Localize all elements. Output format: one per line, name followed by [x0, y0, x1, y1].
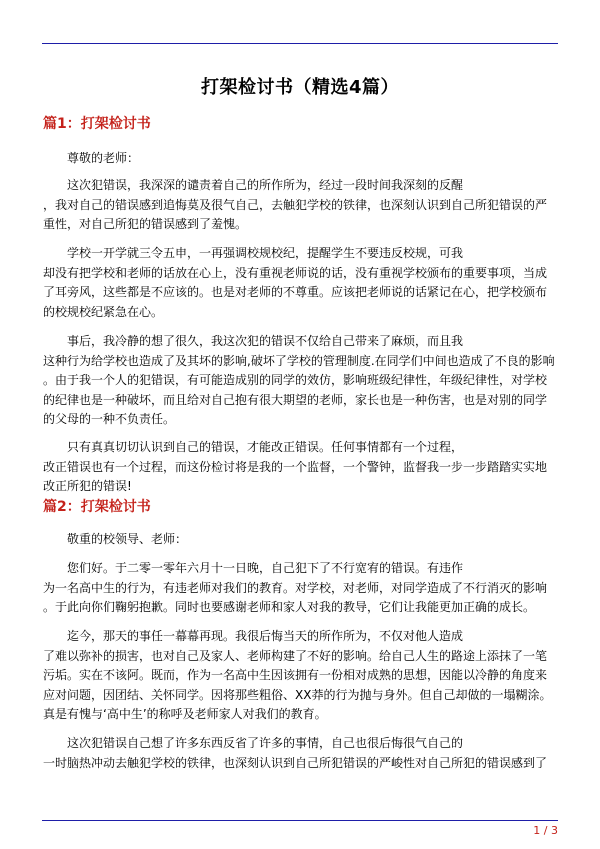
paragraph [43, 332, 563, 430]
paragraph [43, 627, 563, 725]
paragraph [43, 734, 563, 773]
paragraph-line: 污垢。实在不该阿。既而，作为一名高中生因该拥有一份相对成熟的思想，因能以冷静的角度来 [43, 668, 548, 683]
paragraph-line: 学校一开学就三令五申，一再强调校规校纪，提醒学生不要违反校规，可我 [67, 246, 464, 260]
paragraph [43, 438, 563, 497]
paragraph-line: 。由于我一个人的犯错误，有可能造成别的同学的效仿，影响班级纪律性，年级纪律性，对学校 [43, 373, 548, 388]
paragraph-line: ，我对自己的错误感到追悔莫及很气自己，去触犯学校的铁律，也深刻认识到自己所犯错误的严 [43, 197, 548, 212]
header-rule [42, 43, 558, 44]
paragraph-line: 了难以弥补的损害，也对自己及家人、老师构建了不好的影响。给自己人生的路途上添抹了一笔 [43, 648, 548, 663]
paragraph-line: 的纪律也是一种破坏，而且给对自己抱有很大期望的老师，家长也是一种伤害，也是对别的同学 [43, 392, 548, 407]
paragraph-line: 的校规校纪紧急在心。 [43, 304, 164, 319]
paragraph [43, 244, 563, 322]
paragraph-line: 这次犯错误，我深深的谴责着自己的所作所为，经过一段时间我深刻的反醒 [67, 178, 464, 192]
paragraph-line: 。于此向你们鞠躬抱歉。同时也要感谢老师和家人对我的教导，它们让我能更加正确的成长。 [43, 600, 536, 615]
document-title: 打架检讨书（精选4篇） [200, 77, 400, 98]
paragraph-line: 却没有把学校和老师的话放在心上，没有重视老师说的话，没有重视学校颁布的重要事项，当成 [43, 265, 548, 280]
paragraph-line: 事后，我冷静的想了很久，我这次犯的错误不仅给自己带来了麻烦，而且我 [67, 334, 464, 348]
paragraph-line: 了耳旁风，这些都是不应该的。也是对老师的不尊重。应该把老师说的话紧记在心，把学校颁布 [43, 285, 548, 300]
salutation-line: 敬重的校领导、老师： [67, 532, 188, 546]
paragraph-line: 重性，对自己所犯的错误感到了羞愧。 [43, 217, 248, 232]
salutation-line: 尊敬的老师： [67, 151, 140, 165]
paragraph-line: 这种行为给学校也造成了及其坏的影响,破坏了学校的管理制度.在同学们中间也造成了不良的影响 [43, 353, 555, 368]
paragraph-line: 这次犯错误自己想了许多东西反省了许多的事情，自己也很后悔很气自己的 [67, 736, 464, 750]
footer-rule [42, 820, 558, 821]
paragraph-line: 迄今，那天的事任一幕幕再现。我很后悔当天的所作所为，不仅对他人造成 [67, 629, 464, 643]
page-number: 1 / 3 [533, 824, 558, 837]
section-heading: 篇1：打架检讨书 [43, 116, 151, 132]
paragraph [43, 559, 563, 618]
paragraph-line: 应对问题，因团结、关怀同学。因将那些粗俗、XX莽的行为抛与身外。但自己却做的一塌糊涂。 [43, 687, 552, 702]
paragraph-line: 只有真真切切认识到自己的错误，才能改正错误。任何事情都有一个过程， [67, 440, 464, 454]
paragraph-line: 的父母的一种不负责任。 [43, 412, 176, 427]
paragraph [43, 176, 563, 235]
paragraph-line: 您们好。于二零一零年六月十一日晚，自己犯下了不行宽宥的错误。有违作 [67, 561, 464, 575]
section-heading: 篇2：打架检讨书 [43, 499, 151, 515]
salutation [43, 149, 563, 169]
paragraph-line: 改正错误也有一个过程，而这份检讨将是我的一个监督，一个警钟，监督我一步一步踏踏实实地 [43, 459, 548, 474]
salutation [43, 530, 563, 550]
paragraph-line: 为一名高中生的行为，有违老师对我们的教育。对学校，对老师，对同学造成了不行消灭的影响 [43, 580, 548, 595]
paragraph-line: 一时脑热冲动去触犯学校的铁律，也深刻认识到自己所犯错误的严峻性对自己所犯的错误感到了 [43, 755, 548, 770]
paragraph-line: 真是有愧与‘高中生’的称呼及老师家人对我们的教育。 [43, 707, 327, 722]
paragraph-line: 改正所犯的错误! [43, 479, 132, 494]
